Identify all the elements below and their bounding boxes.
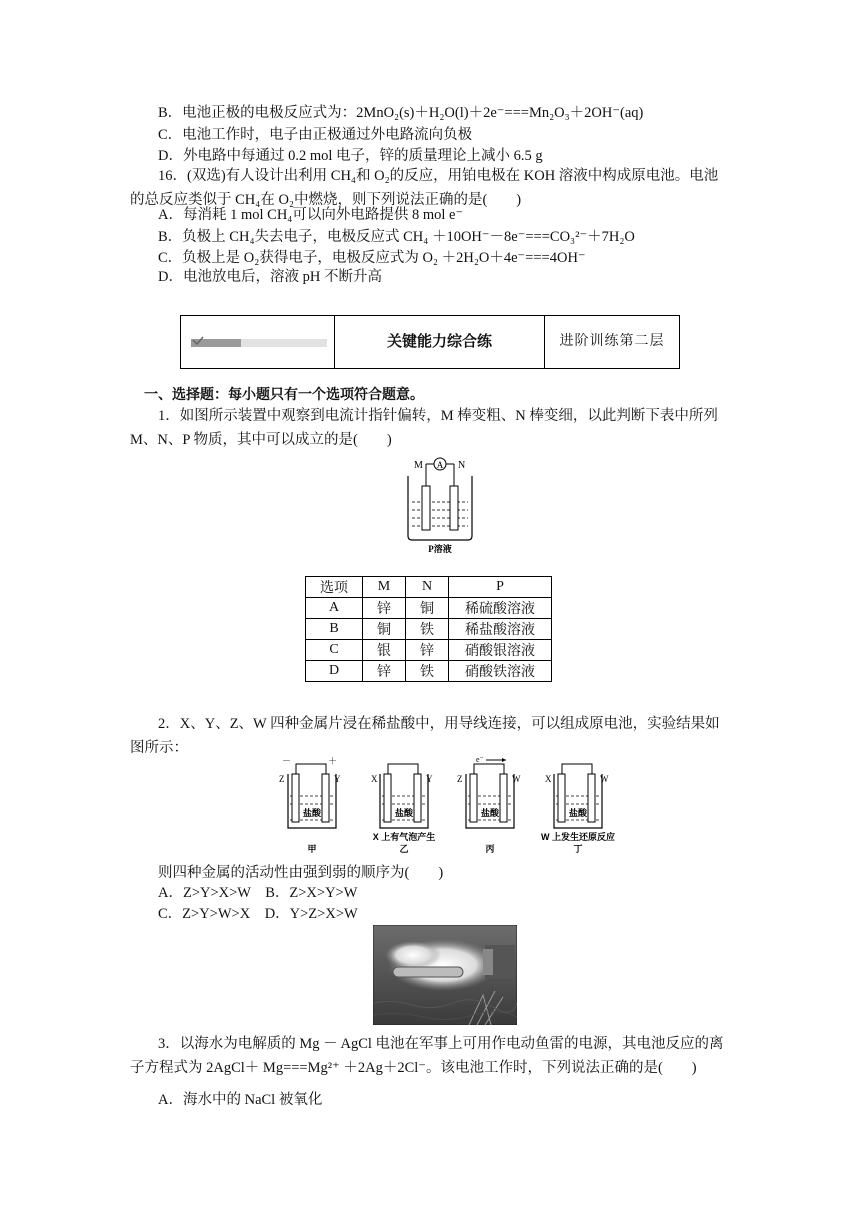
solution-label: 盐酸 — [302, 808, 322, 818]
cell-yi — [371, 764, 435, 854]
q2-options-cd: C．Z>Y>W>X D．Y>Z>X>W — [158, 906, 358, 922]
electrode-n-label: N — [458, 460, 466, 471]
solution-label: 盐酸 — [394, 808, 414, 818]
q3-option-a: A．海水中的 NaCl 被氧化 — [158, 1092, 323, 1108]
section-level: 进阶训练第二层 — [559, 334, 665, 349]
q1-options-table — [305, 576, 552, 682]
torpedo-image — [373, 925, 517, 1025]
table-cell: 锌 — [363, 598, 406, 619]
table-cell: 硝酸铁溶液 — [449, 661, 552, 682]
table-cell: 铜 — [363, 619, 406, 640]
table-cell: 铜 — [406, 598, 449, 619]
q15-option-c: C．电池工作时，电子由正极通过外电路流向负极 — [158, 127, 473, 143]
q1-figure-caption: P溶液 — [428, 544, 452, 554]
table-header-cell: 选项 — [306, 577, 363, 598]
cell-name: 丙 — [485, 844, 495, 854]
electrode-right-label: W — [600, 774, 609, 784]
cell-jia — [279, 756, 341, 854]
electrode-left-label: Z — [279, 774, 285, 784]
cell-name: 丁 — [573, 844, 583, 854]
table-header-cell: P — [449, 577, 552, 598]
progress-stripe-icon — [181, 316, 331, 368]
minus-sign: － — [282, 756, 292, 766]
cell-note: W 上发生还原反应 — [541, 832, 615, 842]
electron-label: e⁻ — [476, 756, 484, 764]
electrode-left-label: Z — [457, 774, 463, 784]
solution-label: 盐酸 — [480, 808, 500, 818]
table-cell: C — [306, 640, 363, 661]
table-cell: A — [306, 598, 363, 619]
table-row — [306, 598, 552, 619]
section-bar-decoration — [181, 316, 335, 368]
table-header-cell: N — [406, 577, 449, 598]
solution-label: 盐酸 — [568, 808, 588, 818]
plus-sign: ＋ — [328, 756, 338, 766]
table-cell: B — [306, 619, 363, 640]
section-header-bar — [180, 315, 680, 369]
q16-option-a: A．每消耗 1 mol CH₄可以向外电路提供 8 mol e⁻ — [158, 207, 464, 223]
table-header-row — [306, 577, 552, 598]
table-cell: 稀盐酸溶液 — [449, 619, 552, 640]
table-row — [306, 619, 552, 640]
section-heading: 一、选择题：每小题只有一个选项符合题意。 — [144, 386, 424, 402]
table-cell: D — [306, 661, 363, 682]
table-row — [306, 661, 552, 682]
cell-bing — [457, 756, 521, 854]
table-cell: 硝酸银溶液 — [449, 640, 552, 661]
electrode-right-label: W — [512, 774, 521, 784]
table-cell: 稀硫酸溶液 — [449, 598, 552, 619]
q2-stem: 2．X、Y、Z、W 四种金属片浸在稀盐酸中，用导线连接，可以组成原电池，实验结果如图所示： — [130, 716, 720, 756]
q15-option-d: D．外电路中每通过 0.2 mol 电子，锌的质量理论上减小 6.5 g — [158, 148, 543, 164]
table-row — [306, 640, 552, 661]
electrode-right-label: Y — [334, 774, 341, 784]
cell-name: 乙 — [399, 844, 409, 854]
torpedo-photo — [373, 925, 517, 1025]
electrode-right-label: Y — [426, 774, 433, 784]
q16-option-d: D．电池放电后，溶液 pH 不断升高 — [158, 269, 382, 285]
section-title: 关键能力综合练 — [335, 316, 545, 368]
cell-note: X 上有气泡产生 — [372, 832, 436, 842]
electrode-left-label: X — [371, 774, 378, 784]
table-cell: 铁 — [406, 661, 449, 682]
cell-ding — [541, 764, 615, 854]
q2-options-ab: A．Z>Y>X>W B．Z>X>Y>W — [158, 885, 358, 901]
cell-name: 甲 — [307, 844, 317, 854]
table-cell: 铁 — [406, 619, 449, 640]
electrode-m-label: M — [414, 460, 423, 471]
q1-apparatus-figure — [400, 452, 480, 557]
q2-cells-figure — [276, 756, 656, 856]
q16-stem: 16．(双选)有人设计出利用 CH₄和 O₂的反应，用铂电极在 KOH 溶液中构成原电池。电池的总反应类似于 CH₄在 O₂中燃烧，则下列说法正确的是( ) — [130, 168, 719, 208]
arrow-right-icon — [502, 758, 506, 762]
electrode-left-label: X — [545, 774, 552, 784]
q3-stem: 3．以海水为电解质的 Mg － AgCl 电池在军事上可用作电动鱼雷的电源，其电池反应的离子方程式为 2AgCl＋ Mg===Mg²⁺ ＋2Ag＋2Cl⁻。该电池工作时，下列说法正确的是( ) — [130, 1036, 724, 1076]
table-cell: 锌 — [363, 661, 406, 682]
table-header-cell: M — [363, 577, 406, 598]
q1-stem: 1．如图所示装置中观察到电流计指针偏转，M 棒变粗、N 棒变细，以此判断下表中所列 M、N、P 物质，其中可以成立的是( ) — [130, 408, 718, 448]
q16-option-b: B．负极上 CH₄失去电子，电极反应式 CH₄ ＋10OH⁻－8e⁻===CO₃²⁻＋7H₂O — [158, 229, 635, 245]
q2-ask: 则四种金属的活动性由强到弱的顺序为( ) — [158, 865, 444, 881]
table-cell: 银 — [363, 640, 406, 661]
q16-option-c: C．负极上是 O₂获得电子，电极反应式为 O₂ ＋2H₂O＋4e⁻===4OH⁻ — [158, 250, 586, 266]
galvanometer-label: A — [436, 460, 444, 470]
table-cell: 锌 — [406, 640, 449, 661]
q15-option-b: B．电池正极的电极反应式为：2MnO₂(s)＋H₂O(l)＋2e⁻===Mn₂O₃＋2OH⁻(aq) — [158, 105, 644, 121]
